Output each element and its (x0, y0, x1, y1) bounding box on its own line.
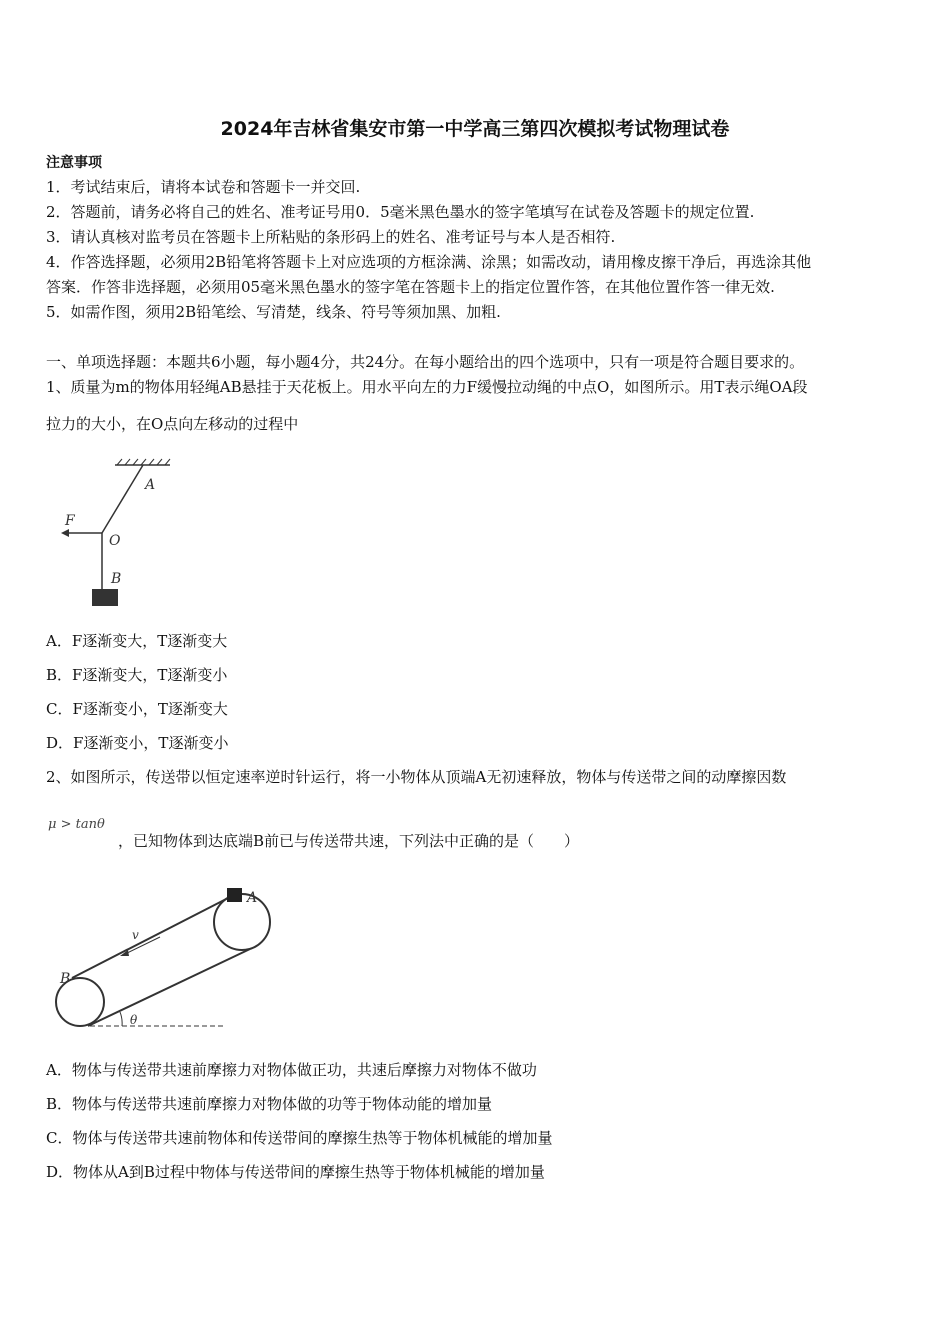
option-b: B．F逐渐变大，T逐渐变小 (46, 666, 228, 684)
block (227, 888, 242, 902)
figure-label: O (109, 533, 121, 549)
question-1-stem-cont: 拉力的大小，在O点向左移动的过程中 (46, 415, 299, 433)
velocity-arrow (125, 937, 160, 954)
question-1-figure (55, 455, 180, 610)
notice-item: 4．作答选择题，必须用2B铅笔将答题卡上对应选项的方框涂满、涂黑；如需改动，请用橡皮擦干净后，再选涂其他 (46, 253, 812, 271)
notice-item: 3．请认真核对监考员在答题卡上所粘贴的条形码上的姓名、准考证号与本人是否相符. (46, 228, 616, 246)
option-b: B．物体与传送带共速前摩擦力对物体做的功等于物体动能的增加量 (46, 1095, 493, 1113)
rope-oa (102, 465, 143, 533)
ceiling-hatch (117, 459, 170, 465)
figure-label: v (132, 928, 139, 942)
option-c: C．物体与传送带共速前物体和传送带间的摩擦生热等于物体机械能的增加量 (46, 1129, 553, 1147)
option-d: D．物体从A到B过程中物体与传送带间的摩擦生热等于物体机械能的增加量 (46, 1163, 545, 1181)
question-2-figure (40, 880, 280, 1035)
notice-item: 5．如需作图，须用2B铅笔绘、写清楚，线条、符号等须加黑、加粗. (46, 303, 501, 321)
belt-lower (88, 949, 250, 1026)
figure-label: F (65, 513, 75, 529)
arrowhead-icon (61, 529, 69, 537)
question-2-stem: 2、如图所示，传送带以恒定速率逆时针运行，将一小物体从顶端A无初速释放，物体与传送带之间的动摩擦因数 (46, 768, 787, 786)
figure-label: B (111, 571, 122, 587)
page-title: 2024年吉林省集安市第一中学高三第四次模拟考试物理试卷 (220, 118, 730, 140)
question-1-stem: 1、质量为m的物体用轻绳AB悬挂于天花板上。用水平向左的力F缓慢拉动绳的中点O，如图所示。用T表示绳OA段 (46, 378, 808, 396)
figure-label: B (60, 971, 71, 987)
notice-item: 2．答题前，请务必将自己的姓名、准考证号用0．5毫米黑色墨水的签字笔填写在试卷及答题卡的规定位置. (46, 203, 755, 221)
formula: μ > tanθ (48, 817, 105, 832)
angle-arc (120, 1012, 122, 1026)
figure-label: A (145, 477, 156, 493)
figure-label: A (247, 890, 258, 906)
option-a: A．物体与传送带共速前摩擦力对物体做正功，共速后摩擦力对物体不做功 (46, 1061, 537, 1079)
belt-upper (72, 895, 234, 978)
option-d: D．F逐渐变小，T逐渐变小 (46, 734, 229, 752)
option-c: C．F逐渐变小，T逐渐变大 (46, 700, 228, 718)
hanging-mass (92, 589, 118, 606)
notice-item: 答案．作答非选择题，必须用05毫米黑色墨水的签字笔在答题卡上的指定位置作答，在其他位置作答一律无效. (46, 278, 775, 296)
section-heading: 一、单项选择题：本题共6小题，每小题4分，共24分。在每小题给出的四个选项中，只有一项是符合题目要求的。 (46, 353, 805, 371)
figure-label: θ (130, 1013, 138, 1027)
notice-item: 1．考试结束后，请将本试卷和答题卡一并交回. (46, 178, 361, 196)
notice-heading: 注意事项 (46, 155, 102, 171)
option-a: A．F逐渐变大，T逐渐变大 (46, 632, 228, 650)
top-pulley (214, 894, 270, 950)
question-2-stem-cont: ，已知物体到达底端B前已与传送带共速，下列法中正确的是（ ） (118, 832, 580, 850)
